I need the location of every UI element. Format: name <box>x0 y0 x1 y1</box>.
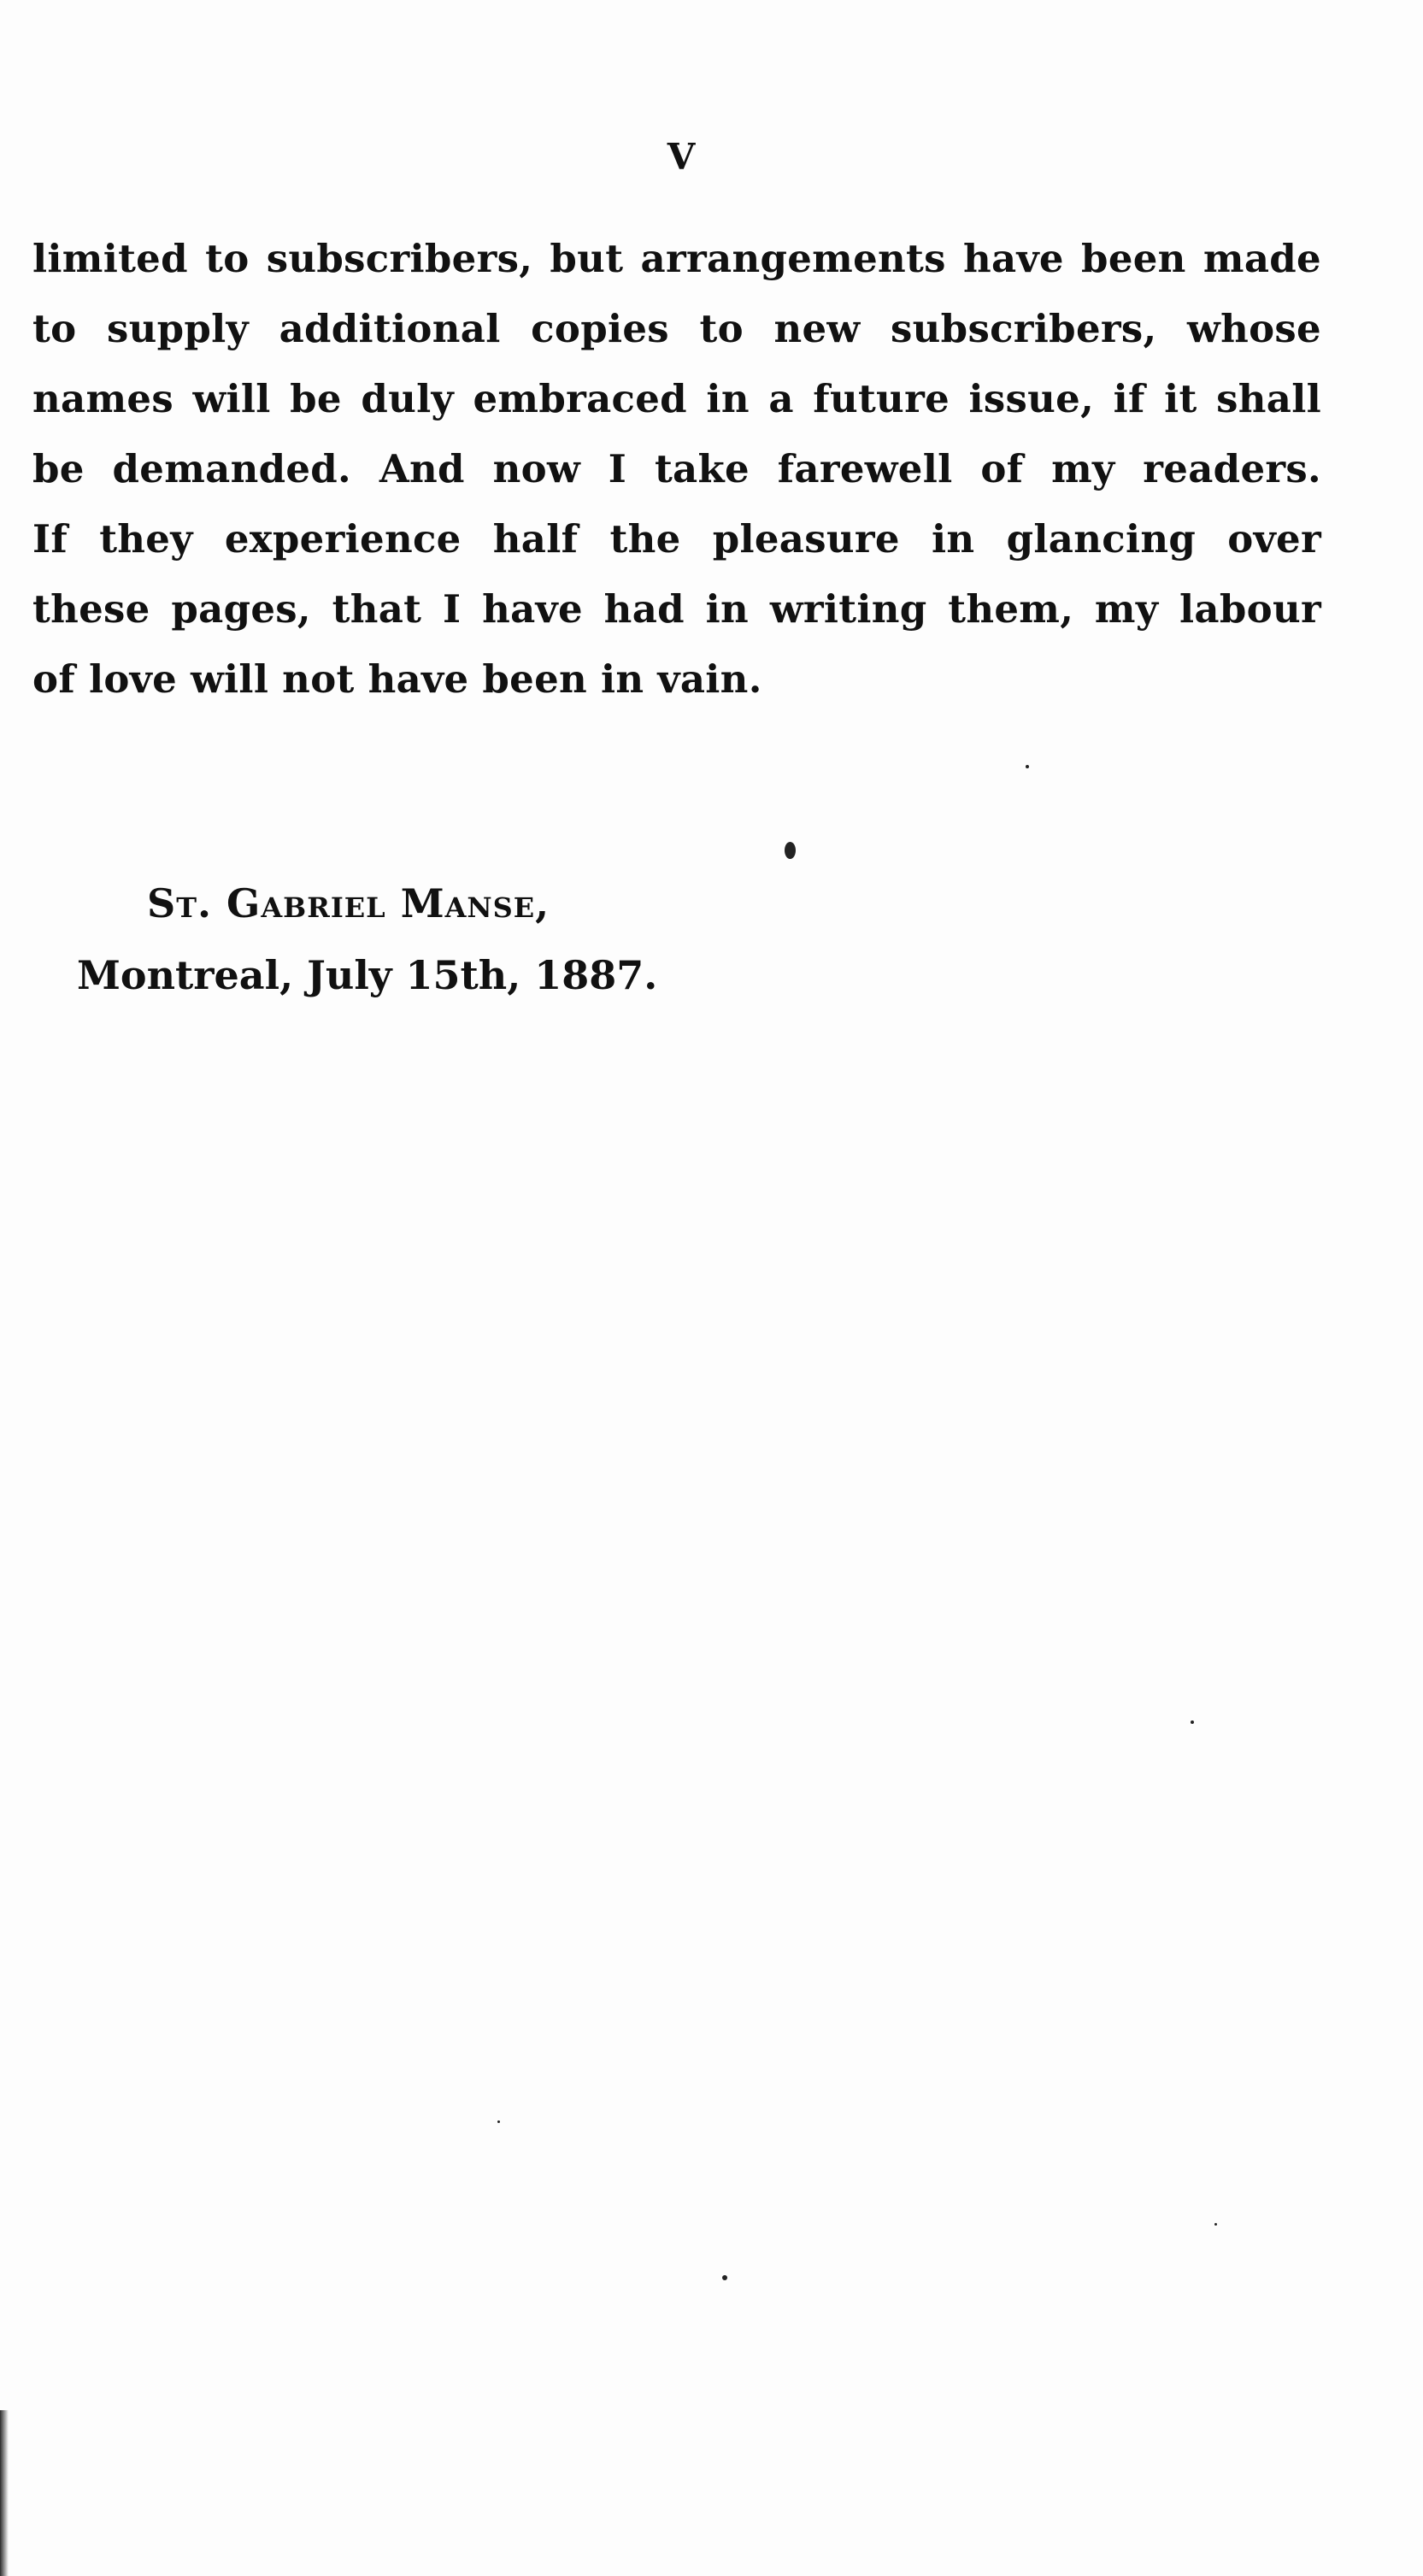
paragraph-line: to supply additional copies to new subscribers, whose <box>32 306 1321 351</box>
page-number: V <box>667 136 696 178</box>
paragraph-line: be demanded. And now I take farewell of my readers. <box>32 446 1321 491</box>
ink-speck <box>722 2275 727 2280</box>
ink-speck <box>1026 765 1029 768</box>
signature-place: St. Gabriel Manse, <box>147 880 550 926</box>
paragraph-line: names will be duly embraced in a future issue, if it shall <box>32 376 1321 421</box>
signature-date: Montreal, July 15th, 1887. <box>77 952 658 998</box>
signature-block <box>77 867 846 1011</box>
ink-speck <box>1214 2223 1217 2226</box>
paragraph-line: limited to subscribers, but arrangements have been made <box>32 236 1321 281</box>
ink-speck <box>497 2120 500 2123</box>
ink-speck <box>1191 1720 1194 1724</box>
paragraph-line: of love will not have been in vain. <box>32 656 762 702</box>
paragraph-line: If they experience half the pleasure in glancing over <box>32 516 1321 562</box>
body-paragraph <box>32 224 1321 715</box>
paragraph-line: these pages, that I have had in writing them, my labour <box>32 586 1321 632</box>
ink-speck <box>785 842 796 859</box>
scan-edge-shadow <box>0 2410 9 2576</box>
